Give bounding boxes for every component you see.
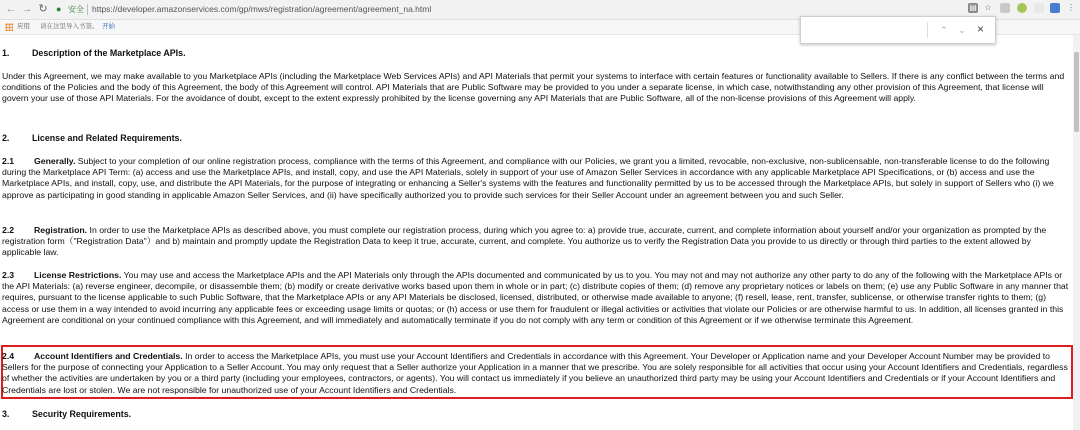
subsection-body: In order to access the Marketplace APIs, you must use your Account Identifiers and Credentials in accordance with this Agreement. Your Developer or Application name and your Developer Account Number may be provided to Sellers for the purpose of connecting your Application to a Seller Account. You may only request that a Seller authorize your Application in a manner that we prescribe. You are solely responsible for all activities that occur using your Account Identifiers and Credentials, regardless of whether the activities are undertaken by you or a third party (including your employees, contractors, or agents). You will contact us immediately if you believe an unauthorized third party may be using your Account Identifiers and Credentials or if your Account Identifiers and Credentials are lost or stolen. We are not responsible for unauthorized use of your Account Identifiers and Credentials.	[2, 351, 1068, 395]
menu-icon[interactable]: ⋮	[1067, 3, 1075, 12]
scrollbar-thumb[interactable]	[1074, 52, 1079, 132]
url-text[interactable]: https://developer.amazonservices.com/gp/mws/registration/agreement/agreement_na.html	[92, 4, 432, 14]
subsection-number: 2.2	[2, 225, 15, 235]
subsection-body: You may use and access the Marketplace APIs and the API Materials only through the APIs documented and communicated by us to you. You may not and may not authorize any other party to do any of the following with the Marketplace APIs or the API Materials: (a) reverse engineer, decompile, or disassemble them; (b) modify or create derivative works based upon them in whole or in part; (c) distribute copies of them; (d) remove any proprietary notices or labels on them; (e) use any Public Software in any manner that requires, pursuant to the license applicable to such Public Software, that the Marketplace APIs or any API Materials be disclosed, licensed, distributed, or otherwise made available to anyone; (f) resell, lease, rent, transfer, sublicense, or otherwise transfer rights to them; (g) access or use them in a way intended to avoid incurring any applicable fees or exceeding usage limits or quotas; or (h) access or use them for fraudulent or illegal activities or activities that violate our Policies or are otherwise harmful to us. In addition, all licenses granted in this Agreement are conditional on your continued compliance with this Agreement, and will immediately and automatically terminate if you do not comply with any term or condition of this Agreement or if we otherwise terminate this Agreement.	[2, 270, 1069, 325]
import-bookmarks-hint: 请在这里导入书签。	[40, 23, 99, 30]
section-number: 2.	[2, 133, 10, 143]
subsection-title: Account Identifiers and Credentials.	[34, 351, 183, 361]
address-separator	[87, 4, 88, 15]
section-1-body: Under this Agreement, we may make available to you Marketplace APIs (including the Marketplace Web Services APIs) and API Materials that permit your systems to interface with certain features or functionality available to Sellers. If there is any conflict between the terms and conditions of the Policies and the body of this Agreement, the body of this Agreement will control. API Materials that are Public Software may be provided to you under a separate license, in which case, notwithstanding any other provision of this Agreement, that license will govern your use of those API Materials. For the avoidance of doubt, except to the extent expressly prohibited by the license governing any API Materials that are Public Software, all of the non-license provisions of this Agreement will apply.	[2, 71, 1065, 104]
section-number: 3.	[2, 409, 10, 419]
subsection-title: Registration.	[34, 225, 88, 235]
extension-icon[interactable]	[1000, 3, 1010, 13]
start-link[interactable]: 开始	[102, 23, 115, 30]
section-title: Security Requirements.	[32, 409, 132, 419]
subsection-number: 2.1	[2, 156, 15, 166]
subsection-body: Subject to your completion of our online registration process, compliance with the terms of this Agreement, and compliance with our Policies, we grant you a limited, revocable, non-exclusive, non-sublicensable, non-transferable license to do the following during the Marketplace API Term: (a) access and use the Marketplace APIs, and install, copy, and use the API Materials, solely in support of your use of Amazon Seller Services in accordance with any applicable Marketplace API Specifications, or (b) access and use the Marketplace APIs, and install, copy, use, and distribute the API Materials, for the purpose of integrating or enhancing a Seller's systems with the features and functionality permitted by us to be accessed through the Marketplace APIs, but solely in support of Sellers who (i) we approve as participating in good standing in applicable Amazon Seller Services, and (ii) have specifically authorized you to provide such services for their Seller Account under an agreement between you and such Seller.	[2, 156, 1054, 200]
section-2-3-paragraph	[2, 270, 1070, 326]
secure-label: 安全	[68, 5, 84, 14]
section-2-2-paragraph	[2, 225, 1070, 259]
subsection-title: Generally.	[34, 156, 76, 166]
section-1-heading	[2, 48, 186, 59]
subsection-number: 2.4	[2, 351, 15, 361]
extension-green-icon[interactable]	[1017, 3, 1027, 13]
subsection-number: 2.3	[2, 270, 15, 280]
section-title: Description of the Marketplace APIs.	[32, 48, 186, 58]
find-close-icon[interactable]: ×	[977, 22, 985, 36]
translate-icon[interactable]	[1050, 3, 1060, 13]
forward-icon[interactable]: →	[21, 3, 33, 15]
back-icon[interactable]: ←	[5, 3, 17, 15]
apps-link[interactable]: 应用	[17, 23, 30, 30]
find-separator	[927, 22, 928, 38]
section-title: License and Related Requirements.	[32, 133, 182, 143]
reload-icon[interactable]: ↻	[38, 3, 48, 15]
apps-grid-icon[interactable]	[5, 23, 13, 31]
address-bar[interactable]	[56, 2, 996, 17]
subsection-body: In order to use the Marketplace APIs as described above, you must complete our registration process, during which you agree to: a) provide true, accurate, current, and complete information about yourself and/or your organization as prompted by the registration form（"Registration Data"）and b) maintain and promptly update the Registration Data to keep it true, accurate, current, and complete. You authorize us to verify the Registration Data you provide to us directly or through third parties to the extent allowed by applicable law.	[2, 225, 1047, 258]
find-bar	[800, 16, 996, 44]
find-previous-icon[interactable]: ⌃	[940, 25, 948, 35]
section-2-1-paragraph	[2, 156, 1070, 201]
section-2-heading	[2, 133, 182, 144]
subsection-title: License Restrictions.	[34, 270, 122, 280]
find-next-icon[interactable]: ⌄	[958, 25, 966, 35]
extension-gray-icon[interactable]	[1034, 3, 1044, 13]
section-3-heading	[2, 409, 131, 420]
lock-icon: ●	[56, 4, 62, 14]
bookmark-star-icon[interactable]: ☆	[984, 3, 992, 12]
section-number: 1.	[2, 48, 10, 58]
section-2-4-paragraph	[2, 351, 1068, 396]
page-icon[interactable]: ▤	[969, 3, 977, 12]
